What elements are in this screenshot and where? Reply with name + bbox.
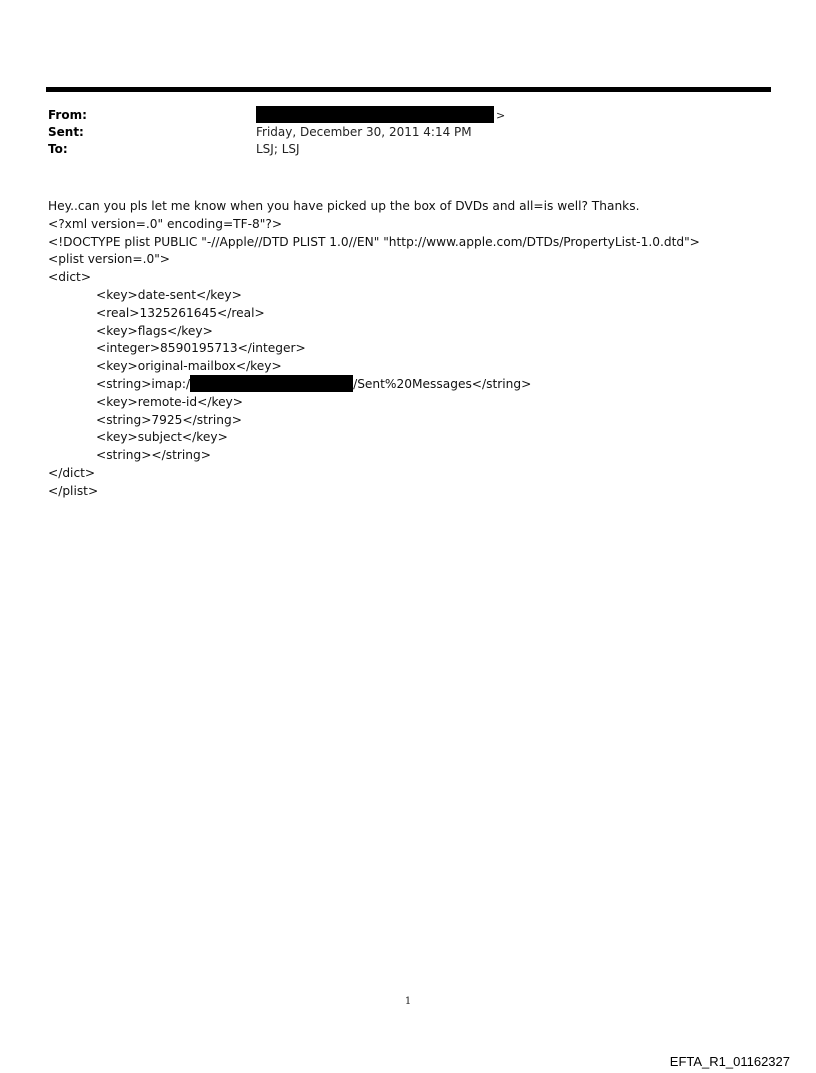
from-label: From: xyxy=(48,108,87,122)
dict-close: </dict> xyxy=(48,465,96,480)
plist-entry: <string></string> xyxy=(96,448,211,463)
plist-entry: <integer>8590195713</integer> xyxy=(96,341,306,356)
sent-value: Friday, December 30, 2011 4:14 PM xyxy=(256,125,472,139)
email-body xyxy=(48,198,778,501)
imap-suffix: /Sent%20Messages</string> xyxy=(353,376,532,391)
plist-entry: <key>date-sent</key> xyxy=(96,287,242,302)
message-text: Hey..can you pls let me know when you have picked up the box of DVDs and all=is well? Thanks. xyxy=(48,199,640,213)
page-number: 1 xyxy=(404,996,412,1007)
plist-entry: <key>original-mailbox</key> xyxy=(96,359,282,374)
plist-entry: <key>remote-id</key> xyxy=(96,394,243,409)
header-divider xyxy=(46,87,771,92)
plist-entry: <string>7925</string> xyxy=(96,412,242,427)
bates-number: EFTA_R1_01162327 xyxy=(669,1054,790,1069)
to-label: To: xyxy=(48,142,68,156)
plist-entry: <key>flags</key> xyxy=(96,323,213,338)
from-suffix: > xyxy=(496,109,506,122)
from-value xyxy=(256,107,505,124)
dict-open: <dict> xyxy=(48,270,92,285)
plist-entry: <real>1325261645</real> xyxy=(96,305,265,320)
xml-declaration: <?xml version=.0" encoding=TF-8"?> xyxy=(48,216,283,231)
sent-row xyxy=(48,124,748,141)
to-value: LSJ; LSJ xyxy=(256,142,300,156)
plist-close: </plist> xyxy=(48,483,99,498)
from-row xyxy=(48,107,748,124)
plist-open: <plist version=.0"> xyxy=(48,252,171,267)
plist-entry: <key>subject</key> xyxy=(96,430,228,445)
imap-line xyxy=(48,376,778,394)
email-header xyxy=(48,107,748,158)
redaction-bar xyxy=(256,106,494,123)
imap-prefix: <string>imap:/ xyxy=(96,376,191,391)
redaction-bar xyxy=(190,375,353,392)
sent-label: Sent: xyxy=(48,125,84,139)
to-row xyxy=(48,141,748,158)
doctype-line: <!DOCTYPE plist PUBLIC "-//Apple//DTD PLIST 1.0//EN" "http://www.apple.com/DTDs/PropertyList-1.0.dtd"> xyxy=(48,234,700,249)
